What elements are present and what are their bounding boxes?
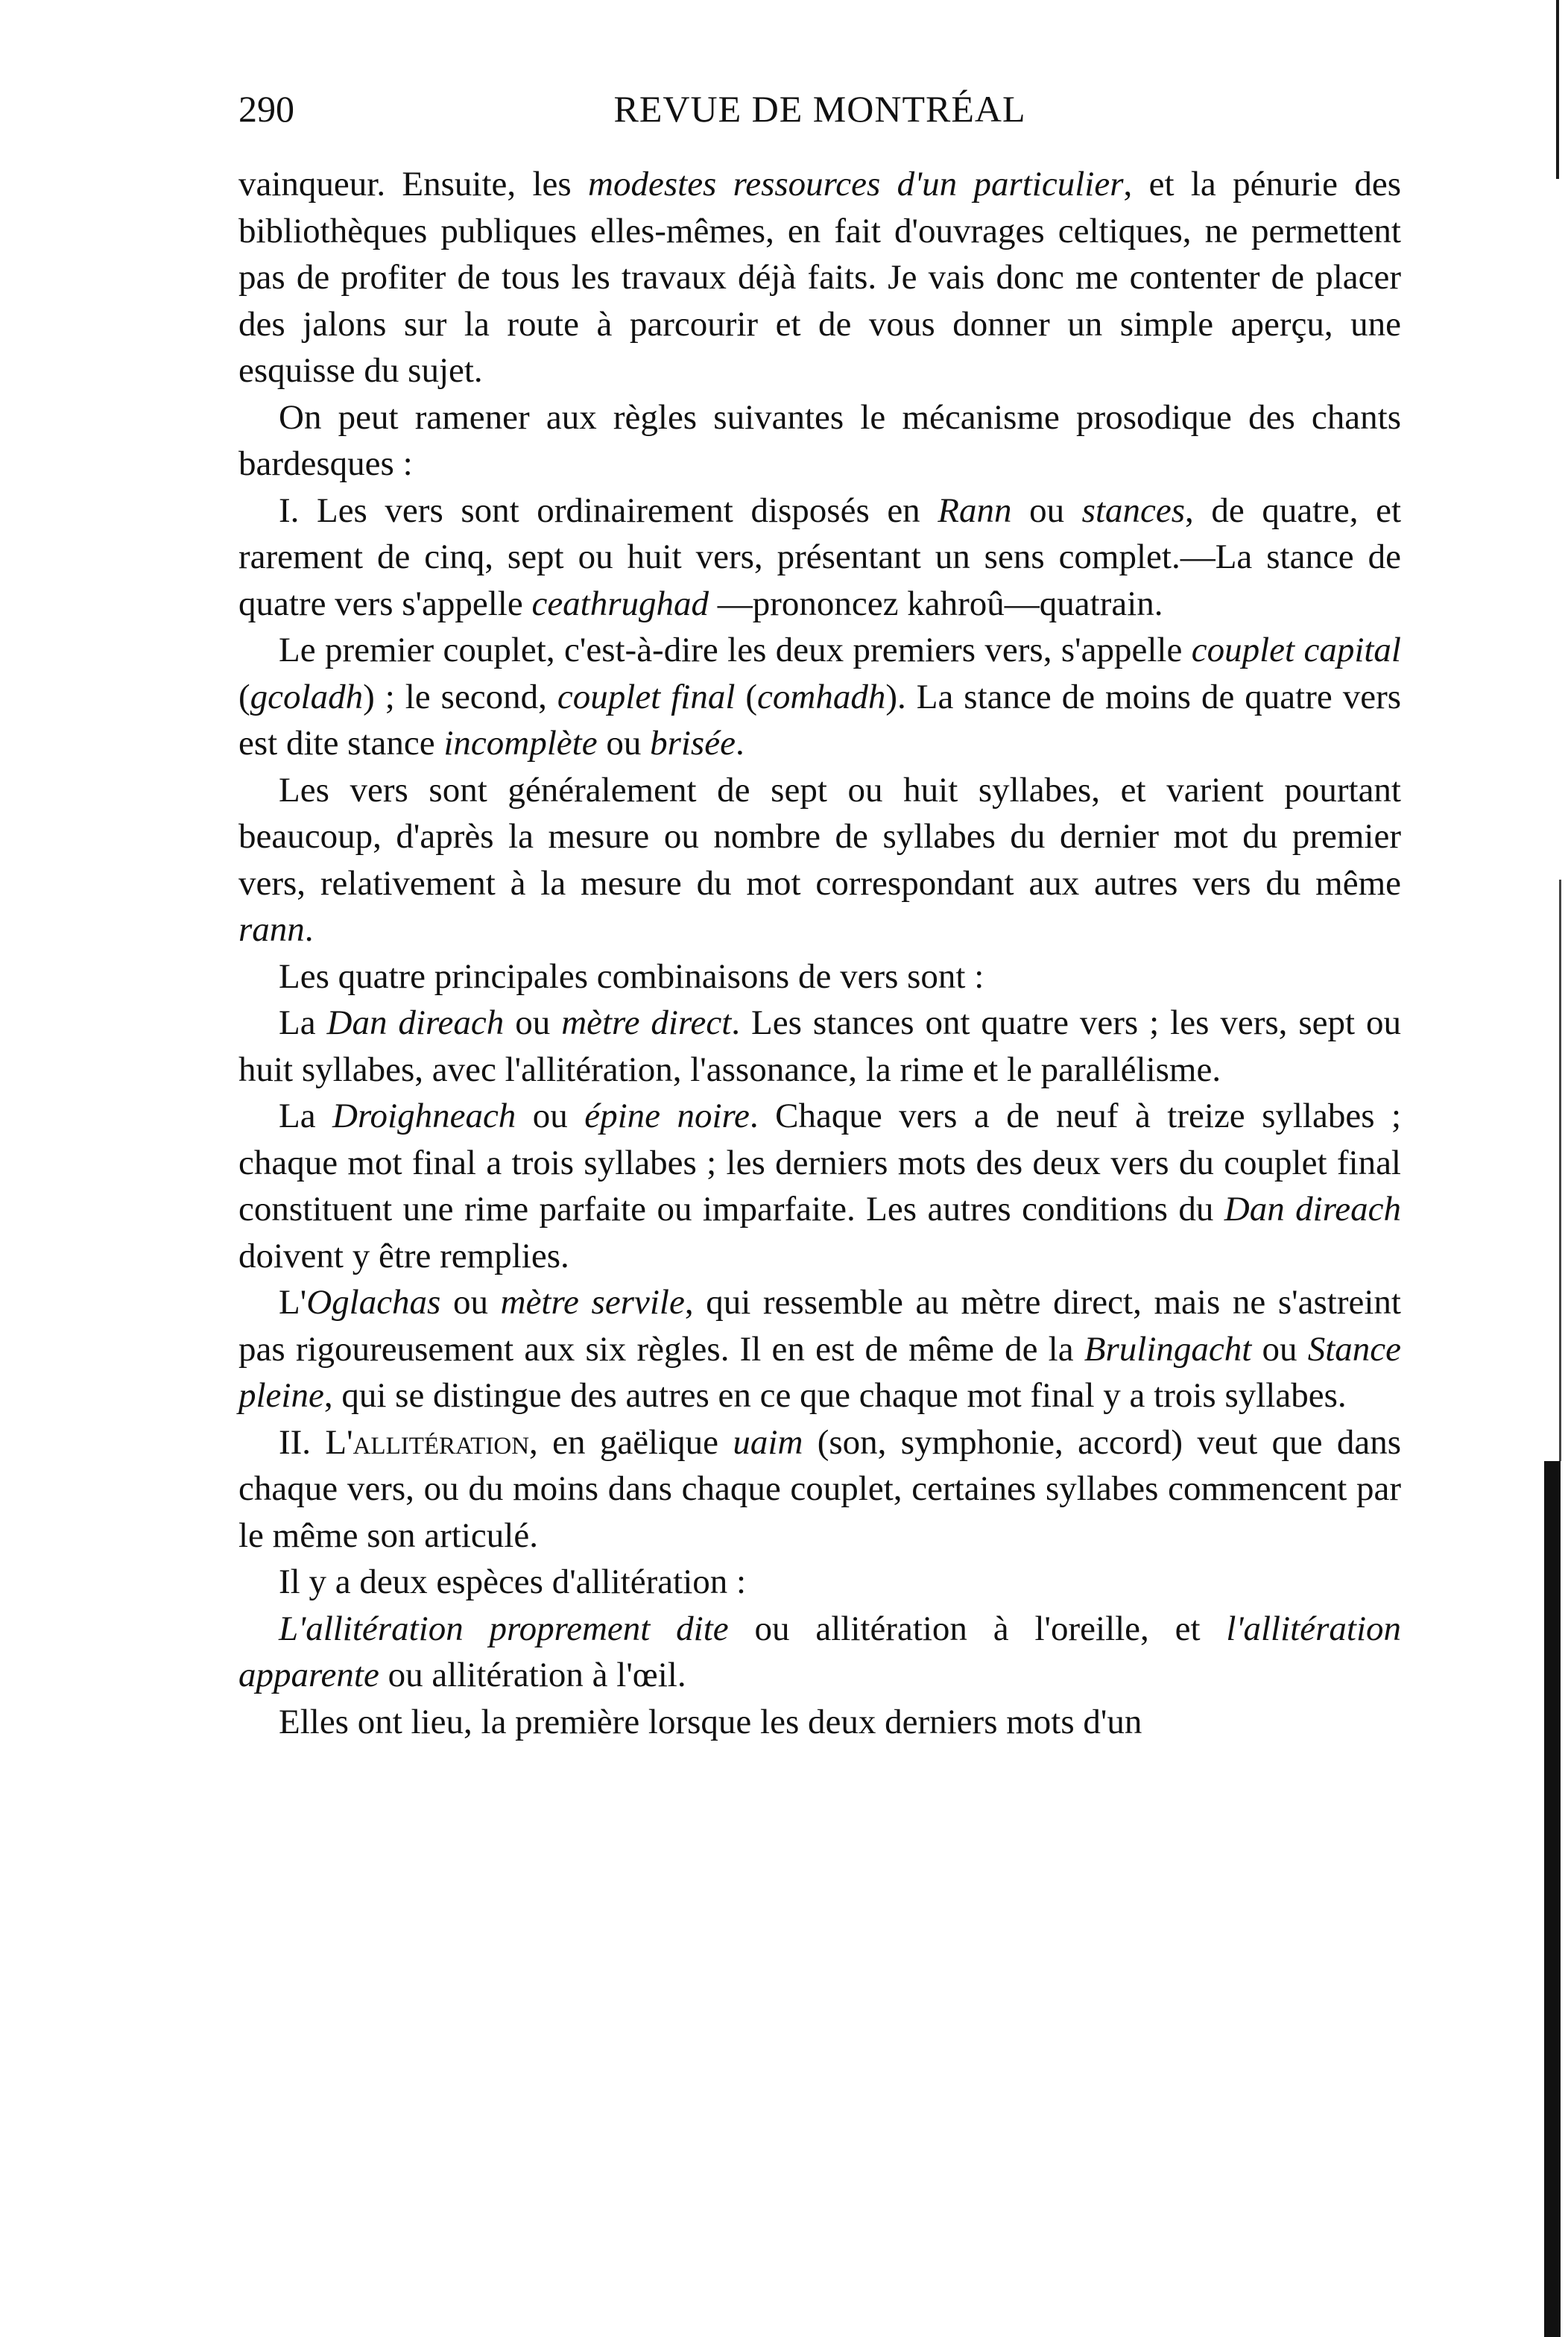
italic-text: épine noire (584, 1097, 750, 1135)
text-run: , en gaëlique (529, 1422, 733, 1462)
text-run: Les vers sont généralement de sept ou huit syllabes, et varient pourtant beaucoup, d'après la mesure ou nombre de syllabes du dernier mot du premier vers, relativement à la mesure du mot correspondant aux autres vers du même (238, 770, 1401, 903)
text-run: L' (279, 1283, 307, 1322)
text-run: , et la pénurie des bibliothèques publiques elles-mêmes, en fait d'ouvrages celtiques, ne permettent pas de profiter de tous les travaux déjà faits. Je vais donc me contenter de placer des jalons sur la route à parcourir et de vous donner un simple aperçu, une esquisse du sujet. (238, 165, 1402, 390)
text-run: ou allitération à l'oreille, et (728, 1609, 1227, 1648)
text-run: Elles ont lieu, la première lorsque les deux derniers mots d'un (279, 1702, 1142, 1741)
paragraph (238, 1279, 1401, 1419)
italic-text: mètre servile (500, 1283, 685, 1322)
page-edge-line-middle (1559, 880, 1561, 1461)
paragraph (238, 1559, 1401, 1606)
text-run: La (279, 1097, 333, 1135)
text-run: . Chaque vers a de neuf à treize syllabes ; chaque mot final a trois syllabes ; les derniers mots des deux vers du couplet final constituent une rime parfaite ou imparfaite. Les autres conditions du (238, 1097, 1402, 1229)
text-run: On peut ramener aux règles suivantes le mécanisme prosodique des chants bardesques : (238, 397, 1401, 483)
italic-text: Stance pleine (238, 1329, 1401, 1415)
text-run: ou (597, 724, 651, 763)
text-run: vainqueur. Ensuite, les (238, 165, 589, 204)
italic-text: modestes ressources d'un particulier (588, 165, 1124, 204)
text-run: , qui se distingue des autres en ce que chaque mot final y a trois syllabes. (323, 1376, 1347, 1415)
text-run: Les quatre principales combinaisons de vers sont : (279, 956, 984, 996)
paragraph (238, 161, 1401, 394)
text-run: ) ; le second, (363, 677, 557, 716)
paragraph (238, 1093, 1401, 1279)
italic-text: ceathrughad (531, 584, 709, 623)
italic-text: L'allitération proprement dite (279, 1609, 729, 1648)
text-run: . (735, 724, 745, 763)
running-head: REVUE DE MONTRÉAL (613, 88, 1026, 130)
paragraph (238, 1419, 1401, 1559)
text-run: Il y a deux espèces d'allitération : (279, 1562, 747, 1601)
italic-text: comhadh (757, 677, 886, 716)
italic-text: Dan direach (326, 1003, 505, 1042)
italic-text: gcoladh (250, 677, 364, 716)
italic-text: Dan direach (1224, 1190, 1401, 1229)
book-page (238, 75, 1401, 1745)
text-run: (son, symphonie, accord) veut que dans chaque vers, ou du moins dans chaque couplet, certaines syllabes commencent par le même son articulé. (238, 1422, 1401, 1555)
paragraph (238, 1000, 1401, 1093)
text-run: ou allitération à l'œil. (379, 1656, 686, 1694)
italic-text: brisée (650, 724, 736, 763)
page-header (238, 75, 1401, 143)
italic-text: couplet capital (1191, 631, 1401, 669)
text-run: doivent y être remplies. (238, 1236, 569, 1275)
italic-text: Rann (938, 491, 1012, 530)
text-run: II. L' (279, 1422, 353, 1462)
text-run: ( (735, 677, 758, 716)
page-edge-line-top (1556, 0, 1559, 179)
text-run: ou (1011, 491, 1082, 530)
text-run: . Les stances ont quatre vers ; les vers, sept ou huit syllabes, avec l'allitération, l'assonance, la rime et le parallélisme. (238, 1003, 1402, 1089)
paragraph (238, 767, 1401, 953)
italic-text: Oglachas (306, 1283, 441, 1322)
text-run: , de quatre, et rarement de cinq, sept ou huit vers, présentant un sens complet.—La stance de quatre vers s'appelle (238, 491, 1402, 623)
italic-text: Droighneach (332, 1097, 516, 1135)
text-run: I. Les vers sont ordinairement disposés en (279, 491, 938, 530)
text-run: ou (504, 1003, 562, 1042)
text-run: , qui ressemble au mètre direct, mais ne s'astreint pas rigoureusement aux six règles. Il en est de même de la (238, 1283, 1401, 1369)
text-run: ou (516, 1097, 585, 1135)
page-edge-shadow (1544, 1461, 1561, 2337)
body-text (238, 161, 1401, 1745)
text-run: —prononcez kahroû—quatrain. (709, 584, 1163, 623)
small-caps-text: allitération (353, 1422, 530, 1462)
italic-text: Brulingacht (1084, 1329, 1252, 1369)
italic-text: l'allitération apparente (238, 1609, 1402, 1694)
paragraph (238, 953, 1401, 1000)
paragraph (238, 1699, 1401, 1746)
paragraph (238, 627, 1401, 767)
text-run: ( (238, 677, 250, 716)
text-run: . (304, 910, 314, 949)
paragraph (238, 394, 1401, 488)
text-run: ). La stance de moins de quatre vers est dite stance (238, 677, 1402, 763)
paragraph (238, 1606, 1401, 1699)
text-run: ou (1251, 1329, 1308, 1369)
text-run: Le premier couplet, c'est-à-dire les deux premiers vers, s'appelle (279, 631, 1192, 669)
italic-text: rann (238, 910, 305, 949)
italic-text: couplet final (557, 677, 736, 716)
italic-text: mètre direct (561, 1003, 732, 1042)
text-run: La (279, 1003, 327, 1042)
italic-text: uaim (733, 1422, 803, 1462)
italic-text: stances (1081, 491, 1186, 530)
italic-text: incomplète (443, 724, 598, 763)
page-number: 290 (238, 88, 294, 130)
text-run: ou (440, 1283, 501, 1322)
paragraph (238, 488, 1401, 628)
